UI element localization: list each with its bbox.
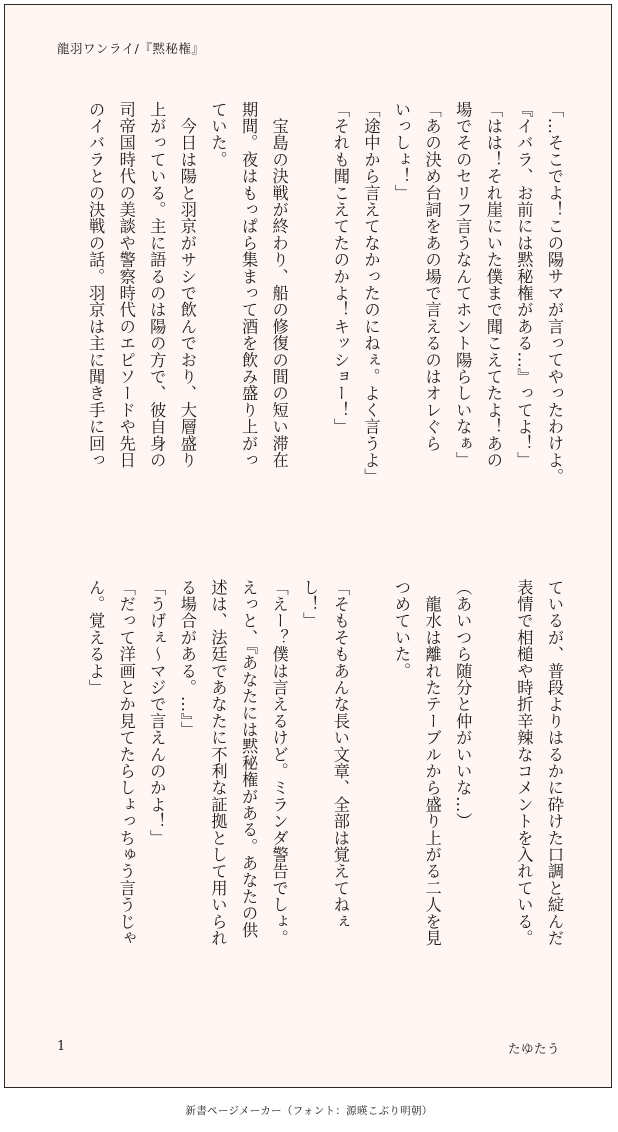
- text-line: し！」: [300, 579, 320, 630]
- book-page: [4, 4, 612, 1088]
- text-line: えっと、『あなたには黙秘権がある。あなたの供: [239, 579, 259, 939]
- text-line: 場でそのセリフ言うなんてホント陽らしいなぁ」: [453, 101, 473, 469]
- text-line: 「そもそもあんな長い文章、全部は覚えてねぇ: [330, 579, 350, 930]
- text-line: 「うげぇ～マジで言えんのかよ！」: [147, 579, 167, 847]
- text-line: 龍水は離れたテーブルから盛り上がる二人を見: [422, 579, 442, 947]
- footer-credit: 新書ページメーカー（フォント：源暎こぶり明朝）: [185, 1105, 433, 1117]
- blank-line: [294, 101, 325, 531]
- text-line: 上がっている。主に語るのは陽の方で、彼自身の: [147, 101, 167, 469]
- text-line: 「途中から言えてなかったのにねぇ。よく言うよ」: [361, 101, 381, 486]
- text-line: 表情で相槌や時折辛辣なコメントを入れている。: [514, 579, 534, 947]
- text-line: 「えー？僕は言えるけど。ミランダ警告でしょ。: [269, 579, 289, 947]
- text-line: る場合がある。…』」: [177, 579, 197, 738]
- text-line: 「あの決め台詞をあの場で言えるのはオレぐら: [422, 101, 442, 452]
- blank-line: [355, 579, 386, 1009]
- text-line: いっしょ！」: [392, 101, 412, 202]
- author-name: たゆたう: [508, 1041, 561, 1056]
- text-line: 述は、法廷であなたに不利な証拠として用いられ: [208, 579, 228, 947]
- text-line: つめていた。: [392, 579, 412, 680]
- text-line: 「はは！それ崖にいた僕まで聞こえてたよ！あの: [483, 101, 503, 469]
- text-line: 「…そこでよ！この陽サマが言ってやったわけよ。: [545, 101, 564, 486]
- text-line: ているが、普段よりはるかに砕けた口調と綻んだ: [545, 579, 564, 947]
- page-title: 龍羽ワンライ/『黙秘権』: [57, 41, 205, 56]
- text-line: のイバラとの決戦の話。羽京は主に聞き手に回っ: [86, 101, 106, 469]
- page-number: 1: [57, 1039, 66, 1054]
- text-line: ていた。: [208, 101, 228, 168]
- text-line: ん。覚えるよ」: [86, 579, 106, 696]
- text-line: （あいつら随分と仲がいいな…）: [453, 579, 473, 830]
- text-line: 今日は陽と羽京がサシで飲んでおり、大層盛り: [177, 101, 197, 469]
- blank-line: [477, 579, 508, 1009]
- text-block-upper: [49, 101, 569, 531]
- text-line: 「それも聞こえてたのかよ！キッショー！」: [330, 101, 350, 435]
- text-line: 宝島の決戦が終わり、船の修復の間の短い滞在: [269, 101, 289, 469]
- text-block-lower: [49, 579, 569, 1009]
- text-line: 期間。夜はもっぱら集まって酒を飲み盛り上がっ: [239, 101, 259, 469]
- text-line: 「だって洋画とか見てたらしょっちゅう言うじゃ: [116, 579, 136, 947]
- text-line: 『イバラ、お前には黙秘権がある…』ってよ！」: [514, 101, 534, 469]
- text-line: 司帝国時代の美談や警察時代のエピソードや先日: [116, 101, 136, 469]
